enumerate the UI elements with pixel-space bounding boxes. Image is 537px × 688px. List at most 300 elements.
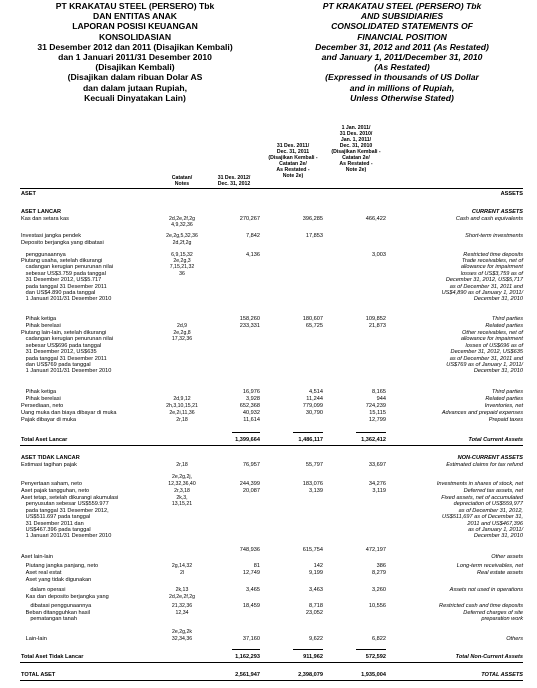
value-2011: 4,514 xyxy=(309,389,323,395)
label-english-line: depreciation of US$559,977 xyxy=(453,501,523,508)
label-indonesian-line: pada tanggal 31 Desember 2012, xyxy=(21,507,109,514)
header-line: KONSOLIDASIAN xyxy=(98,31,172,42)
note-refs xyxy=(161,488,203,494)
label-indonesian-line: 1 Januari 2011/31 Desember 2010 xyxy=(21,296,112,303)
label-indonesian-line: Piutang usaha, setelah dikurangi xyxy=(21,258,103,264)
label-english xyxy=(390,603,523,609)
label-english xyxy=(390,209,523,215)
header-line: and January 1, 2011/December 31, 2010 xyxy=(321,52,483,63)
value-2012: 18,459 xyxy=(242,603,260,609)
value-2012: 40,932 xyxy=(242,410,260,416)
label-indonesian xyxy=(21,481,161,487)
note-refs xyxy=(161,587,203,593)
label-indonesian-line: penggunaannya xyxy=(21,252,66,258)
note-refs xyxy=(161,610,203,616)
note-refs-line: 2e,2g,2j, xyxy=(172,474,192,480)
value-2011: 2,398,079 xyxy=(298,672,323,678)
label-english-line: Other receivables, net of xyxy=(462,330,523,336)
column-head-line: Dec. 31, 2012 xyxy=(217,181,251,187)
label-english-line: allowance for impairment xyxy=(460,336,523,343)
subtotal-line-current xyxy=(293,432,323,433)
note-refs-line: 6,9,15,32 xyxy=(171,252,193,258)
label-indonesian-line: 31 Desember 2012, US$5.717 xyxy=(21,277,102,284)
note-refs-line: 32,34,36 xyxy=(171,636,193,642)
note-refs-line: 17,32,36 xyxy=(171,336,193,343)
label-indonesian xyxy=(21,488,161,494)
note-refs xyxy=(161,410,203,416)
value-2011: 779,099 xyxy=(302,403,323,409)
value-2010: 3,003 xyxy=(372,252,386,258)
label-english-line: December 31, 2010 xyxy=(473,368,523,375)
note-refs-line: 2r,18 xyxy=(176,417,188,423)
label-indonesian xyxy=(21,316,161,322)
header-line: DAN ENTITAS ANAK xyxy=(92,11,178,22)
note-refs-line: 2r,18 xyxy=(176,462,188,468)
note-refs xyxy=(161,233,203,239)
value-2011: 11,244 xyxy=(306,396,323,402)
label-indonesian-line: pada tanggal 31 Desember 2011 xyxy=(21,283,107,290)
note-refs-line: 2d,2f,2g xyxy=(172,240,192,246)
column-head-line: (Disajikan Kembali - xyxy=(331,149,381,155)
label-indonesian-line: Piutang jangka panjang, neto xyxy=(21,563,99,569)
note-refs xyxy=(161,216,203,229)
label-english-line: as of January 1, 2011/ xyxy=(468,527,523,534)
value-2011: 180,607 xyxy=(302,316,323,322)
label-english-line: Others xyxy=(506,636,523,642)
value-2012: 20,087 xyxy=(242,488,260,494)
value-2010: 3,119 xyxy=(372,488,386,494)
value-2011: 9,199 xyxy=(309,570,323,576)
value-2012: 1,399,664 xyxy=(235,437,260,443)
label-indonesian xyxy=(21,654,161,660)
value-2012: 1,162,293 xyxy=(235,654,260,660)
value-2011: 65,725 xyxy=(305,323,323,329)
label-indonesian-line: Piutang lain-lain, setelah dikurangi xyxy=(21,330,107,336)
value-2010: 572,592 xyxy=(365,654,386,660)
label-english xyxy=(390,462,523,468)
label-indonesian-line: Uang muka dan biaya dibayar di muka xyxy=(21,410,117,416)
label-english-line: Related parties xyxy=(485,323,523,329)
value-2011: 30,790 xyxy=(305,410,323,416)
note-refs-line: 2r,3,18 xyxy=(174,488,190,494)
note-refs-line: 12,34 xyxy=(175,610,189,616)
label-indonesian-line: cadangan kerugian penurunan nilai xyxy=(21,336,114,343)
label-indonesian-line: Aset pajak tangguhan, neto xyxy=(21,488,90,494)
column-head-line: (Disajikan Kembali - xyxy=(268,155,318,161)
column-head-line: 1 Jan. 2011/ xyxy=(341,125,371,131)
label-english-line: TOTAL ASSETS xyxy=(481,672,523,678)
total-assets-rule xyxy=(20,680,523,681)
label-indonesian-line: ASET LANCAR xyxy=(21,209,62,215)
note-refs xyxy=(161,481,203,487)
label-indonesian-line: pada tanggal 31 Desember 2011 xyxy=(21,355,107,362)
label-indonesian xyxy=(21,636,161,642)
header-line: Unless Otherwise Stated) xyxy=(350,92,454,103)
label-indonesian-line: penyusutan sebesar US$559.977 xyxy=(21,501,109,508)
label-english xyxy=(390,610,523,623)
label-indonesian-line: Aset real estat xyxy=(21,570,62,576)
label-english-line: US$769 as of January 1, 2011/ xyxy=(446,362,523,369)
note-refs-line: 36 xyxy=(179,270,185,277)
label-english-line: Third parties xyxy=(491,389,523,395)
note-refs xyxy=(161,629,203,635)
label-indonesian xyxy=(21,209,161,215)
label-indonesian-line: Persediaan, neto xyxy=(21,403,64,409)
note-refs-line: 21,32,36 xyxy=(171,603,193,609)
label-english-line: ASSETS xyxy=(500,191,523,197)
note-refs xyxy=(161,474,203,480)
label-english xyxy=(390,233,523,239)
label-indonesian-line: Estimasi tagihan pajak xyxy=(21,462,77,468)
header-line: dan dalam jutaan Rupiah, xyxy=(82,82,188,93)
label-indonesian xyxy=(21,563,161,569)
value-2010: 466,422 xyxy=(365,216,386,222)
label-indonesian xyxy=(21,403,161,409)
value-2010: 6,822 xyxy=(372,636,386,642)
label-english-line: Prepaid taxes xyxy=(488,417,523,423)
value-2012: 7,842 xyxy=(246,233,260,239)
label-indonesian xyxy=(21,554,161,560)
note-refs-line: 13,15,21 xyxy=(171,501,193,508)
note-refs xyxy=(161,636,203,642)
header-line: (Expressed in thousands of US Dollar xyxy=(325,72,479,83)
subtotal-line-noncurrent xyxy=(232,649,260,650)
label-english xyxy=(390,323,523,329)
note-refs-line: 2e,2g,8 xyxy=(173,330,191,336)
value-2012: 12,749 xyxy=(242,570,260,576)
label-english-line: as of December 31, 2011 and xyxy=(449,283,523,290)
label-indonesian-line: 31 Desember 2011 dan xyxy=(21,520,84,527)
label-indonesian-line: cadangan kerugian penurunan nilai xyxy=(21,264,114,271)
value-2011: 396,285 xyxy=(302,216,323,222)
value-2012: 37,160 xyxy=(242,636,260,642)
label-indonesian xyxy=(21,233,161,239)
value-2011: 3,463 xyxy=(309,587,323,593)
label-english-line: US$4,890 as of January 1, 2011/ xyxy=(441,290,523,297)
value-2010: 944 xyxy=(376,396,386,402)
label-english xyxy=(390,455,523,461)
label-english-line: as of December 31, 2011 and xyxy=(449,355,523,362)
note-refs-line: 7,15,21,32 xyxy=(169,264,195,271)
label-indonesian xyxy=(21,603,161,609)
value-2010: 1,362,412 xyxy=(361,437,386,443)
label-english xyxy=(390,389,523,395)
note-refs xyxy=(161,258,203,277)
label-english-line: Short-term investments xyxy=(465,233,523,239)
label-english-line: December 31, 2010 xyxy=(473,533,523,540)
label-indonesian xyxy=(21,594,161,600)
label-english xyxy=(390,191,523,197)
note-refs-line: 2d,2e,2f,2g xyxy=(169,594,195,600)
column-head-line: Dec. 31, 2010 xyxy=(339,143,373,149)
header-line: 31 Desember 2012 dan 2011 (Disajikan Kembali) xyxy=(37,41,233,52)
label-indonesian xyxy=(21,191,161,197)
value-2010: 34,276 xyxy=(368,481,386,487)
column-head-line: Jan. 1, 2011/ xyxy=(340,137,372,143)
label-indonesian-line: Deposito berjangka yang dibatasi xyxy=(21,240,104,246)
label-indonesian-line: dibatasi penggunaannya xyxy=(21,603,92,609)
label-english-line: as of December 31, 2012, xyxy=(458,507,523,514)
label-english-line: Other assets xyxy=(491,554,523,560)
label-english-line: 2011 and US$467,396 xyxy=(467,520,523,527)
label-indonesian xyxy=(21,610,161,623)
value-2011: 183,076 xyxy=(302,481,323,487)
label-indonesian-line: Penyertaan saham, neto xyxy=(21,481,82,487)
label-indonesian-line: Pihak ketiga xyxy=(21,389,57,395)
label-english-line: Deferred tax assets, net xyxy=(463,488,523,494)
header-line: (Disajikan Kembali) xyxy=(95,62,175,73)
label-english-line: Investments in shares of stock, net xyxy=(436,481,523,487)
label-indonesian-line: Pihak berelasi xyxy=(21,323,61,329)
label-indonesian-line: dan US$769 pada tanggal xyxy=(21,362,91,369)
value-2012: 16,976 xyxy=(242,389,260,395)
value-2010: 1,935,004 xyxy=(361,672,386,678)
label-english-line: NON-CURRENT ASSETS xyxy=(457,455,523,461)
note-refs-line: 2e,2g,5,32,36 xyxy=(166,233,198,239)
column-head-line: Catatan/ xyxy=(171,175,193,181)
note-refs xyxy=(161,462,203,468)
column-head-line: Catatan 2e/ xyxy=(342,155,370,161)
label-indonesian-line: Pihak ketiga xyxy=(21,316,57,322)
header-line: PT KRAKATAU STEEL (PERSERO) Tbk xyxy=(322,1,482,11)
label-indonesian-line: ASET TIDAK LANCAR xyxy=(21,455,80,461)
column-head-line: Note 2e) xyxy=(345,167,367,173)
value-2012: 3,928 xyxy=(246,396,260,402)
label-english-line: CURRENT ASSETS xyxy=(471,209,523,215)
label-english-line: losses of US$696 as of xyxy=(465,342,523,349)
header-line: FINANCIAL POSITION xyxy=(357,31,447,42)
value-2010: 386 xyxy=(376,563,386,569)
value-2010: 21,873 xyxy=(368,323,386,329)
label-indonesian-line: sebesar US$3.759 pada tanggal xyxy=(21,270,106,277)
label-indonesian-line: ASET xyxy=(21,191,36,197)
label-indonesian-line: dalam operasi xyxy=(21,587,66,593)
label-indonesian-line: Aset lain-lain xyxy=(21,554,54,560)
label-english-line: Deferred charges of site xyxy=(463,610,523,616)
label-english xyxy=(390,403,523,409)
value-2011: 911,962 xyxy=(303,654,323,660)
label-indonesian-line: Investasi jangka pendek xyxy=(21,233,82,239)
note-refs-line: 2e,2g,3 xyxy=(173,258,191,264)
note-refs xyxy=(161,594,203,600)
label-indonesian xyxy=(21,240,161,246)
label-indonesian-line: Kas dan setara kas xyxy=(21,216,69,222)
value-2011: 17,853 xyxy=(305,233,323,239)
label-english-line: December 31, 2012, US$635 xyxy=(450,349,523,356)
label-english xyxy=(390,587,523,593)
column-head-line: Catatan 2e/ xyxy=(279,161,307,167)
value-2012: 158,260 xyxy=(239,316,260,322)
column-head-line: As Restated - xyxy=(276,167,310,173)
value-2011: 55,797 xyxy=(305,462,323,468)
value-2012: 2,561,947 xyxy=(235,672,260,678)
label-indonesian-line: Pajak dibayar di muka xyxy=(21,417,77,423)
label-english xyxy=(390,437,523,443)
column-head-line: 31 Des. 2010/ xyxy=(339,131,373,137)
total-current-assets-rule xyxy=(20,445,523,446)
column-head-line: Notes xyxy=(174,181,190,187)
value-2011: 615,754 xyxy=(302,547,323,553)
note-refs xyxy=(161,563,203,569)
label-indonesian-line: 31 Desember 2012, US$635 xyxy=(21,349,97,356)
value-2011: 23,052 xyxy=(305,610,323,616)
subtotal-line-noncurrent xyxy=(293,649,323,650)
label-english-line: allowance for impairment xyxy=(460,264,523,271)
header-line: AND SUBSIDIARIES xyxy=(360,11,444,22)
label-indonesian xyxy=(21,495,161,540)
label-indonesian xyxy=(21,672,161,678)
label-indonesian-line: Beban ditangguhkan hasil xyxy=(21,610,91,616)
note-refs-line: 2d,2e,2f,2g xyxy=(169,216,195,222)
note-refs-line: 2h,3,10,15,21 xyxy=(166,403,198,409)
label-indonesian-line: pematangan tanah xyxy=(21,616,77,623)
value-2010: 3,260 xyxy=(372,587,386,593)
label-indonesian-line: Aset yang tidak digunakan xyxy=(21,577,92,583)
label-indonesian xyxy=(21,258,161,303)
header-line: LAPORAN POSISI KEUANGAN xyxy=(72,21,198,32)
note-refs-line: 4,9,32,36 xyxy=(171,222,193,229)
header-line: and in millions of Rupiah, xyxy=(349,82,455,93)
label-english-line: Fixed assets, net of accumulated xyxy=(441,495,523,501)
label-english xyxy=(390,258,523,303)
note-refs-line: 2k,3, xyxy=(176,495,188,501)
label-indonesian-line: Aset tetap, setelah dikurangi akumulasi xyxy=(21,495,119,501)
label-english xyxy=(390,570,523,576)
label-english-line: US$511,697 as of December 31, xyxy=(441,514,523,521)
note-refs xyxy=(161,603,203,609)
value-2010: 472,197 xyxy=(365,547,386,553)
column-head-line: 31 Des. 2012/ xyxy=(217,175,251,181)
value-2012: 244,399 xyxy=(239,481,260,487)
column-head-line: 31 Des. 2011/ xyxy=(276,143,310,149)
value-2012: 76,957 xyxy=(242,462,260,468)
label-indonesian xyxy=(21,410,161,416)
label-indonesian xyxy=(21,389,161,395)
note-refs-line: 2l xyxy=(179,570,185,576)
label-indonesian xyxy=(21,417,161,423)
label-english-line: Restricted time deposits xyxy=(463,252,523,258)
label-indonesian xyxy=(21,216,161,222)
label-indonesian xyxy=(21,330,161,375)
note-refs-line: 12,32,36,40 xyxy=(168,481,196,487)
label-english xyxy=(390,410,523,416)
label-english xyxy=(390,330,523,375)
label-english-line: Restricted cash and time deposits xyxy=(439,603,523,609)
value-2010: 8,165 xyxy=(372,389,386,395)
header-line: dan 1 Januari 2011/31 Desember 2010 xyxy=(58,52,212,63)
label-indonesian xyxy=(21,462,161,468)
value-2012: 81 xyxy=(253,563,260,569)
header-line: (As Restated) xyxy=(374,62,430,73)
label-english-line: Inventories, net xyxy=(484,403,523,409)
label-english-line: Total Non-Current Assets xyxy=(455,654,523,660)
note-refs-line: 2k,13 xyxy=(175,587,189,593)
column-head-line: As Restated - xyxy=(339,161,373,167)
label-english-line: Cash and cash equivalents xyxy=(455,216,523,222)
label-indonesian xyxy=(21,437,161,443)
label-indonesian-line: Pihak berelasi xyxy=(21,396,61,402)
label-indonesian-line: sebesar US$696 pada tanggal xyxy=(21,342,102,349)
label-english-line: Related parties xyxy=(485,396,523,402)
label-indonesian-line: Total Aset Lancar xyxy=(21,437,68,443)
subtotal-line-current xyxy=(232,432,260,433)
label-english-line: losses of US$3,759 as of xyxy=(460,270,523,277)
header-line: Kecuali Dinyatakan Lain) xyxy=(84,92,186,103)
label-indonesian xyxy=(21,455,161,461)
label-indonesian-line: dan US$4.890 pada tanggal xyxy=(21,290,96,297)
subtotal-line-current xyxy=(356,432,386,433)
label-indonesian xyxy=(21,577,161,583)
note-refs xyxy=(161,323,203,329)
label-indonesian-line: Total Aset Tidak Lancar xyxy=(21,654,84,660)
label-indonesian-line: Kas dan deposito berjangka yang xyxy=(21,594,109,600)
label-english xyxy=(390,654,523,660)
value-2012: 270,267 xyxy=(239,216,260,222)
label-english-line: December 31, 2010 xyxy=(473,296,523,303)
value-2011: 1,486,117 xyxy=(298,437,323,443)
label-english-line: December 31, 2012, US$5,717 xyxy=(445,277,523,284)
label-english xyxy=(390,216,523,222)
label-english xyxy=(390,636,523,642)
value-2010: 15,115 xyxy=(369,410,386,416)
label-english xyxy=(390,563,523,569)
note-refs xyxy=(161,403,203,409)
value-2010: 33,697 xyxy=(368,462,386,468)
value-2010: 12,799 xyxy=(368,417,386,423)
note-refs-line: 2e,2g,2k xyxy=(172,629,192,635)
value-2012: 3,465 xyxy=(246,587,260,593)
label-indonesian-line: TOTAL ASET xyxy=(21,672,56,678)
value-2011: 3,139 xyxy=(309,488,323,494)
label-indonesian-line: Lain-lain xyxy=(21,636,47,642)
header-line: CONSOLIDATED STATEMENTS OF xyxy=(331,21,473,32)
note-refs xyxy=(161,396,203,402)
label-indonesian xyxy=(21,570,161,576)
note-refs-line: 2d,9,12 xyxy=(173,396,191,402)
label-english-line: Third parties xyxy=(491,316,523,322)
label-english xyxy=(390,396,523,402)
value-2011: 142 xyxy=(313,563,323,569)
value-2010: 8,279 xyxy=(372,570,386,576)
value-2010: 10,556 xyxy=(368,603,386,609)
label-english xyxy=(390,417,523,423)
label-english-line: Advances and prepaid expenses xyxy=(441,410,523,416)
header-line: December 31, 2012 and 2011 (As Restated) xyxy=(315,41,489,52)
label-english-line: Estimated claims for tax refund xyxy=(446,462,523,468)
column-head-line: Note 2e) xyxy=(282,173,304,179)
value-2010: 109,852 xyxy=(365,316,386,322)
value-2012: 748,936 xyxy=(239,547,260,553)
value-2010: 724,239 xyxy=(365,403,386,409)
label-english xyxy=(390,495,523,540)
label-english xyxy=(390,554,523,560)
label-indonesian-line: 1 Januari 2011/31 Desember 2010 xyxy=(21,533,112,540)
note-refs-line: 2g,14,32 xyxy=(171,563,193,569)
column-head-line: Dec. 31, 2011 xyxy=(276,149,310,155)
label-indonesian xyxy=(21,587,161,593)
note-refs xyxy=(161,240,203,246)
note-refs xyxy=(161,495,203,508)
label-english xyxy=(390,488,523,494)
total-noncurrent-assets-rule xyxy=(20,662,523,663)
value-2011: 8,718 xyxy=(309,603,323,609)
label-indonesian xyxy=(21,396,161,402)
header-line: (Disajikan dalam ribuan Dolar AS xyxy=(67,72,203,83)
header-line: PT KRAKATAU STEEL (PERSERO) Tbk xyxy=(55,1,215,11)
value-2012: 233,331 xyxy=(239,323,260,329)
value-2012: 11,614 xyxy=(243,417,260,423)
label-english-line: Real estate assets xyxy=(476,570,523,576)
